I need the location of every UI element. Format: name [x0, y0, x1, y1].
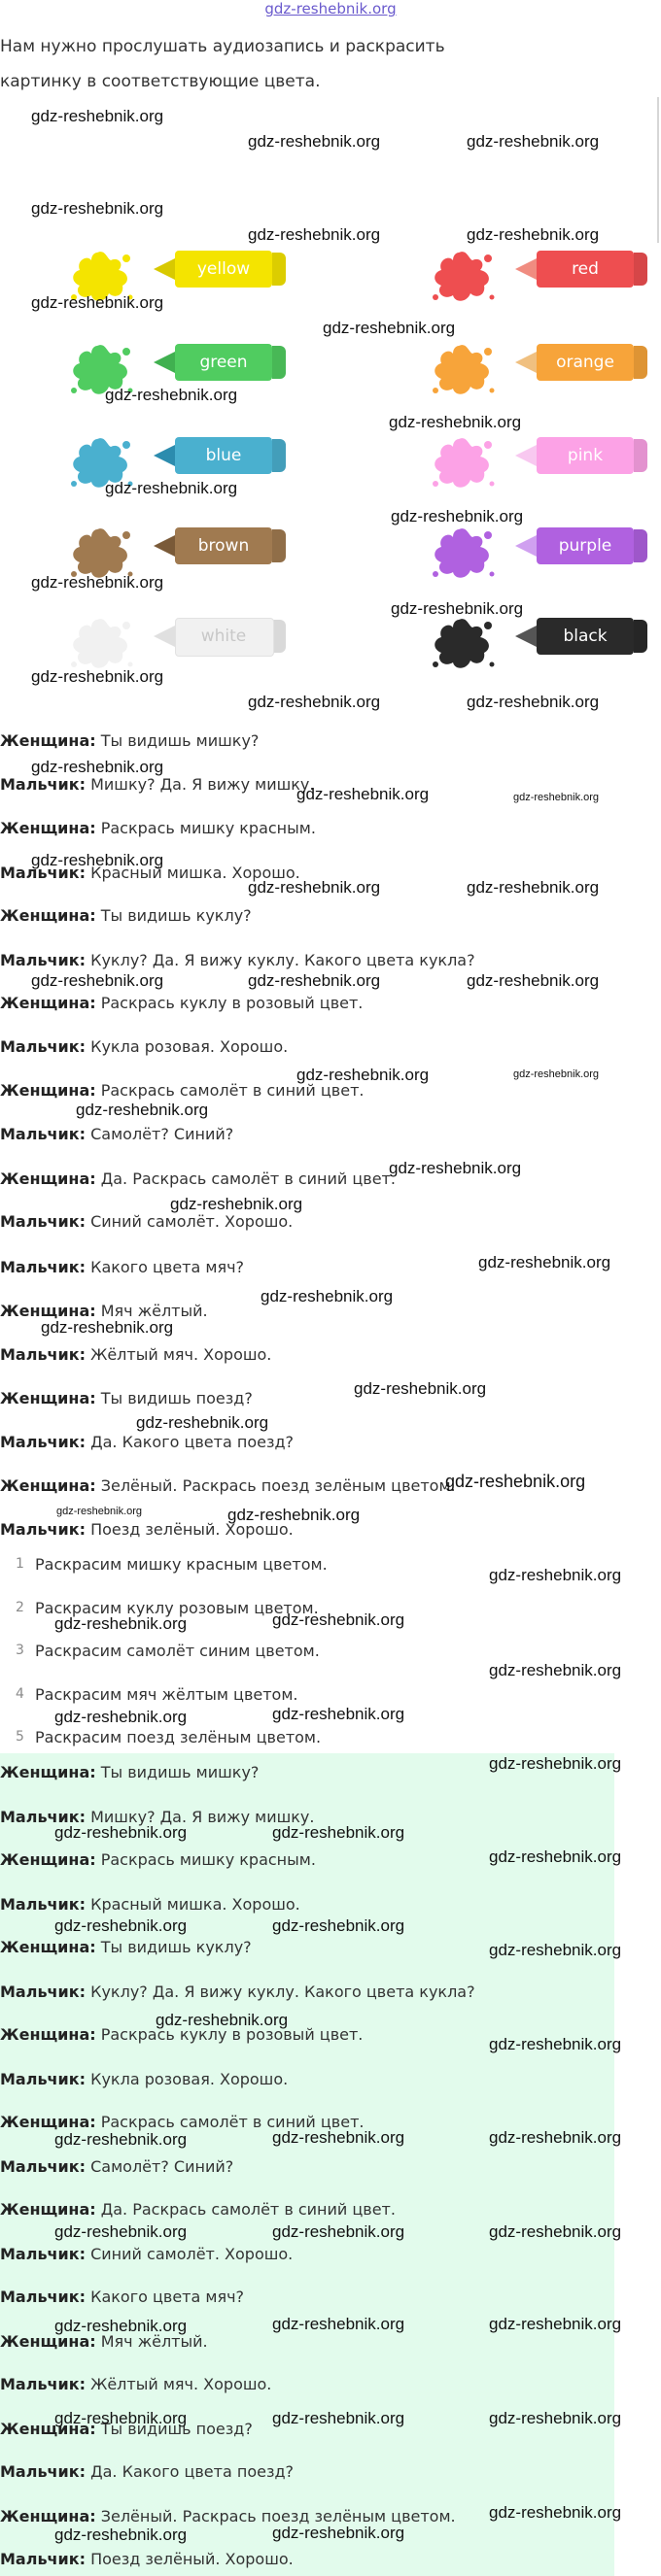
- marker-pink: [515, 437, 661, 476]
- task-item: Раскрасим самолёт синим цветом.: [35, 1642, 320, 1660]
- dialogue-text: Кукла розовая. Хорошо.: [86, 2070, 289, 2088]
- speaker-label: Мальчик:: [0, 2462, 87, 2481]
- dialogue-text: Зелёный. Раскрась поезд зелёным цветом.: [95, 1476, 456, 1495]
- dialogue-text: Зелёный. Раскрась поезд зелёным цветом.: [95, 2507, 456, 2525]
- task-number: 4: [16, 1686, 24, 1702]
- speaker-label: Женщина:: [0, 2025, 96, 2044]
- dialogue-text: Синий самолёт. Хорошо.: [86, 1212, 294, 1231]
- paint-splash-icon: [430, 340, 498, 404]
- scrollbar-track[interactable]: [657, 97, 659, 243]
- watermark: gdz-reshebnik.org: [272, 1705, 405, 1723]
- dialogue-text: Самолёт? Синий?: [86, 1125, 234, 1143]
- marker-tip: [154, 258, 175, 280]
- watermark: gdz-reshebnik.org: [248, 225, 381, 244]
- watermark: gdz-reshebnik.org: [41, 1318, 174, 1337]
- dialogue-line: [0, 1258, 244, 1276]
- dialogue-line: [0, 1345, 271, 1364]
- watermark: gdz-reshebnik.org: [489, 2409, 622, 2427]
- watermark: gdz-reshebnik.org: [354, 1379, 487, 1398]
- dialogue-text: Раскрась мишку красным.: [95, 819, 316, 837]
- speaker-label: Женщина:: [0, 1938, 96, 1956]
- dialogue-line: [0, 2245, 293, 2263]
- dialogue-line: [0, 1938, 252, 1956]
- dialogue-text: Мяч жёлтый.: [95, 1302, 208, 1320]
- speaker-label: Женщина:: [0, 731, 96, 750]
- marker-cap: [272, 346, 286, 379]
- watermark: gdz-reshebnik.org: [296, 785, 430, 803]
- watermark: gdz-reshebnik.org: [389, 413, 522, 431]
- watermark: gdz-reshebnik.org: [248, 132, 381, 151]
- dialogue-line: [0, 2288, 244, 2306]
- watermark: gdz-reshebnik.org: [272, 2409, 405, 2427]
- dialogue-text: Ты видишь куклу?: [95, 906, 252, 925]
- dialogue-line: [0, 2375, 271, 2393]
- marker-tip: [515, 445, 537, 466]
- watermark: gdz-reshebnik.org: [31, 667, 164, 686]
- dialogue-line: [0, 1433, 294, 1451]
- watermark: gdz-reshebnik.org: [489, 1566, 622, 1584]
- dialogue-line: [0, 2070, 288, 2088]
- dialogue-text: Ты видишь поезд?: [95, 1389, 253, 1407]
- marker-label: pink: [567, 446, 604, 465]
- dialogue-line: [0, 1125, 233, 1143]
- watermark: gdz-reshebnik.org: [54, 1614, 188, 1633]
- watermark: gdz-reshebnik.org: [31, 107, 164, 125]
- speaker-label: Мальчик:: [0, 2375, 87, 2393]
- speaker-label: Женщина:: [0, 2420, 96, 2438]
- watermark: gdz-reshebnik.org: [489, 2035, 622, 2053]
- dialogue-text: Красный мишка. Хорошо.: [86, 864, 300, 882]
- speaker-label: Мальчик:: [0, 2288, 87, 2306]
- speaker-label: Мальчик:: [0, 1808, 87, 1826]
- watermark: gdz-reshebnik.org: [31, 971, 164, 990]
- watermark: gdz-reshebnik.org: [54, 1708, 188, 1726]
- task-item: Раскрасим куклу розовым цветом.: [35, 1599, 319, 1617]
- marker-label: yellow: [196, 259, 251, 279]
- speaker-label: Мальчик:: [0, 1037, 87, 1056]
- speaker-label: Мальчик:: [0, 1125, 87, 1143]
- watermark: gdz-reshebnik.org: [54, 2525, 188, 2544]
- watermark: gdz-reshebnik.org: [31, 851, 164, 869]
- watermark: gdz-reshebnik.org: [467, 693, 600, 711]
- paint-splash-icon: [430, 524, 498, 588]
- watermark: gdz-reshebnik.org: [272, 2128, 405, 2147]
- dialogue-text: Раскрась самолёт в синий цвет.: [95, 2113, 365, 2131]
- speaker-label: Женщина:: [0, 1389, 96, 1407]
- watermark: gdz-reshebnik.org: [54, 1823, 188, 1842]
- task-intro: Нам нужно прослушать аудиозапись и раскрасить картинку в соответствующие цвета.: [0, 37, 445, 91]
- dialogue-text: Раскрась самолёт в синий цвет.: [95, 1081, 365, 1100]
- dialogue-line: [0, 1389, 253, 1407]
- watermark: gdz-reshebnik.org: [54, 2317, 188, 2335]
- speaker-label: Мальчик:: [0, 2245, 87, 2263]
- speaker-label: Мальчик:: [0, 2550, 87, 2568]
- watermark: gdz-reshebnik.org: [513, 792, 600, 803]
- dialogue-text: Куклу? Да. Я вижу куклу. Какого цвета кукла?: [86, 1983, 475, 2001]
- speaker-label: Мальчик:: [0, 2070, 87, 2088]
- watermark: gdz-reshebnik.org: [248, 971, 381, 990]
- watermark: gdz-reshebnik.org: [489, 2315, 622, 2333]
- watermark: gdz-reshebnik.org: [272, 2524, 405, 2542]
- marker-cap: [634, 346, 647, 379]
- task-number: 2: [16, 1600, 24, 1615]
- dialogue-line: [0, 906, 252, 925]
- dialogue-text: Поезд зелёный. Хорошо.: [86, 1520, 294, 1539]
- watermark: gdz-reshebnik.org: [261, 1287, 394, 1305]
- dialogue-line: [0, 775, 314, 794]
- watermark: gdz-reshebnik.org: [136, 1413, 269, 1432]
- speaker-label: Женщина:: [0, 994, 96, 1012]
- dialogue-text: Мишку? Да. Я вижу мишку.: [86, 775, 315, 794]
- marker-blue: [154, 437, 299, 476]
- marker-cap: [634, 253, 647, 286]
- speaker-label: Женщина:: [0, 819, 96, 837]
- dialogue-text: Да. Раскрась самолёт в синий цвет.: [95, 1169, 396, 1188]
- dialogue-text: Жёлтый мяч. Хорошо.: [86, 1345, 272, 1364]
- dialogue-line: [0, 819, 316, 837]
- speaker-label: Мальчик:: [0, 1983, 87, 2001]
- dialogue-text: Ты видишь куклу?: [95, 1938, 252, 1956]
- watermark: gdz-reshebnik.org: [445, 1472, 586, 1491]
- speaker-label: Мальчик:: [0, 1433, 87, 1451]
- dialogue-text: Ты видишь мишку?: [95, 731, 260, 750]
- watermark: gdz-reshebnik.org: [227, 1506, 361, 1524]
- watermark: gdz-reshebnik.org: [272, 1610, 405, 1629]
- dialogue-text: Ты видишь поезд?: [95, 2420, 253, 2438]
- task-item: Раскрасим мишку красным цветом.: [35, 1555, 328, 1574]
- speaker-label: Женщина:: [0, 1763, 96, 1781]
- watermark: gdz-reshebnik.org: [54, 2130, 188, 2149]
- marker-cap: [272, 253, 286, 286]
- watermark: gdz-reshebnik.org: [489, 1847, 622, 1866]
- dialogue-line: [0, 1983, 475, 2001]
- marker-cap: [634, 439, 647, 472]
- dialogue-text: Раскрась куклу в розовый цвет.: [95, 2025, 364, 2044]
- dialogue-line: [0, 2157, 233, 2176]
- marker-label: orange: [556, 353, 614, 372]
- watermark: gdz-reshebnik.org: [467, 225, 600, 244]
- dialogue-line: [0, 1037, 288, 1056]
- watermark: gdz-reshebnik.org: [170, 1195, 303, 1213]
- watermark: gdz-reshebnik.org: [31, 573, 164, 592]
- speaker-label: Женщина:: [0, 906, 96, 925]
- speaker-label: Женщина:: [0, 2332, 96, 2351]
- marker-cap: [272, 620, 286, 653]
- speaker-label: Женщина:: [0, 2507, 96, 2525]
- marker-cap: [634, 529, 647, 562]
- speaker-label: Мальчик:: [0, 775, 87, 794]
- watermark: gdz-reshebnik.org: [31, 293, 164, 312]
- watermark: gdz-reshebnik.org: [272, 2222, 405, 2241]
- watermark: gdz-reshebnik.org: [56, 1506, 143, 1517]
- marker-brown: [154, 527, 299, 566]
- dialogue-text: Раскрась мишку красным.: [95, 1850, 316, 1869]
- watermark: gdz-reshebnik.org: [31, 758, 164, 776]
- watermark: gdz-reshebnik.org: [489, 1661, 622, 1679]
- dialogue-line: [0, 1895, 300, 1914]
- task-number: 1: [16, 1556, 24, 1572]
- speaker-label: Женщина:: [0, 1850, 96, 1869]
- dialogue-text: Куклу? Да. Я вижу куклу. Какого цвета кукла?: [86, 951, 475, 969]
- marker-label: blue: [205, 446, 242, 465]
- dialogue-line: [0, 1763, 259, 1781]
- dialogue-text: Мяч жёлтый.: [95, 2332, 208, 2351]
- task-item: Раскрасим мяч жёлтым цветом.: [35, 1685, 298, 1704]
- dialogue-line: [0, 1850, 316, 1869]
- paint-splash-icon: [430, 614, 498, 678]
- marker-tip: [515, 626, 537, 647]
- dialogue-text: Какого цвета мяч?: [86, 1258, 245, 1276]
- watermark: gdz-reshebnik.org: [272, 1916, 405, 1935]
- marker-label: white: [200, 627, 247, 646]
- dialogue-line: [0, 951, 475, 969]
- watermark: gdz-reshebnik.org: [54, 2409, 188, 2427]
- dialogue-line: [0, 2200, 396, 2219]
- marker-yellow: [154, 251, 299, 289]
- marker-tip: [154, 535, 175, 557]
- marker-orange: [515, 344, 661, 383]
- dialogue-line: [0, 994, 363, 1012]
- dialogue-text: Мишку? Да. Я вижу мишку.: [86, 1808, 315, 1826]
- dialogue-text: Красный мишка. Хорошо.: [86, 1895, 300, 1914]
- watermark: gdz-reshebnik.org: [54, 1916, 188, 1935]
- watermark: gdz-reshebnik.org: [76, 1101, 209, 1119]
- watermark: gdz-reshebnik.org: [489, 1754, 622, 1773]
- watermark: gdz-reshebnik.org: [54, 2222, 188, 2241]
- task-number: 3: [16, 1643, 24, 1658]
- watermark: gdz-reshebnik.org: [105, 479, 238, 497]
- marker-cap: [272, 529, 286, 562]
- dialogue-text: Кукла розовая. Хорошо.: [86, 1037, 289, 1056]
- dialogue-text: Да. Какого цвета поезд?: [86, 1433, 295, 1451]
- marker-cap: [634, 620, 647, 653]
- watermark: gdz-reshebnik.org: [248, 878, 381, 897]
- marker-white: [154, 618, 299, 657]
- speaker-label: Женщина:: [0, 1081, 96, 1100]
- marker-label: black: [563, 627, 608, 646]
- dialogue-text: Жёлтый мяч. Хорошо.: [86, 2375, 272, 2393]
- watermark: gdz-reshebnik.org: [489, 2503, 622, 2522]
- watermark: gdz-reshebnik.org: [389, 1159, 522, 1177]
- dialogue-text: Да. Раскрась самолёт в синий цвет.: [95, 2200, 396, 2219]
- watermark: gdz-reshebnik.org: [478, 1253, 611, 1271]
- task-item: Раскрасим поезд зелёным цветом.: [35, 1728, 322, 1746]
- marker-label: red: [572, 259, 599, 279]
- speaker-label: Мальчик:: [0, 1520, 87, 1539]
- dialogue-text: Какого цвета мяч?: [86, 2288, 245, 2306]
- watermark: gdz-reshebnik.org: [467, 971, 600, 990]
- speaker-label: Женщина:: [0, 1302, 96, 1320]
- marker-green: [154, 344, 299, 383]
- watermark: gdz-reshebnik.org: [156, 2011, 289, 2029]
- marker-black: [515, 618, 661, 657]
- dialogue-text: Самолёт? Синий?: [86, 2157, 234, 2176]
- task-number: 5: [16, 1729, 24, 1745]
- watermark: gdz-reshebnik.org: [272, 1823, 405, 1842]
- speaker-label: Мальчик:: [0, 2157, 87, 2176]
- marker-tip: [515, 258, 537, 280]
- watermark: gdz-reshebnik.org: [513, 1068, 600, 1080]
- marker-tip: [515, 352, 537, 373]
- speaker-label: Женщина:: [0, 1476, 96, 1495]
- dialogue-text: Ты видишь мишку?: [95, 1763, 260, 1781]
- dialogue-text: Синий самолёт. Хорошо.: [86, 2245, 294, 2263]
- dialogue-line: [0, 1212, 293, 1231]
- speaker-label: Мальчик:: [0, 1258, 87, 1276]
- dialogue-line: [0, 1476, 456, 1495]
- dialogue-line: [0, 2462, 294, 2481]
- marker-label: purple: [558, 536, 612, 556]
- marker-cap: [272, 439, 286, 472]
- watermark: gdz-reshebnik.org: [323, 319, 456, 337]
- marker-label: brown: [197, 536, 250, 556]
- watermark: gdz-reshebnik.org: [248, 693, 381, 711]
- marker-tip: [154, 626, 175, 647]
- speaker-label: Женщина:: [0, 2200, 96, 2219]
- dialogue-text: Раскрась куклу в розовый цвет.: [95, 994, 364, 1012]
- watermark: gdz-reshebnik.org: [391, 599, 524, 618]
- speaker-label: Мальчик:: [0, 951, 87, 969]
- dialogue-line: [0, 731, 259, 750]
- watermark: gdz-reshebnik.org: [467, 132, 600, 151]
- speaker-label: Мальчик:: [0, 1895, 87, 1914]
- dialogue-text: Поезд зелёный. Хорошо.: [86, 2550, 294, 2568]
- site-link[interactable]: gdz-reshebnik.org: [264, 0, 397, 17]
- watermark: gdz-reshebnik.org: [105, 386, 238, 404]
- speaker-label: Мальчик:: [0, 1345, 87, 1364]
- speaker-label: Мальчик:: [0, 864, 87, 882]
- dialogue-line: [0, 2550, 294, 2568]
- watermark: gdz-reshebnik.org: [391, 507, 524, 525]
- marker-tip: [515, 535, 537, 557]
- dialogue-text: Да. Какого цвета поезд?: [86, 2462, 295, 2481]
- watermark: gdz-reshebnik.org: [296, 1066, 430, 1084]
- speaker-label: Женщина:: [0, 1169, 96, 1188]
- watermark: gdz-reshebnik.org: [272, 2315, 405, 2333]
- paint-splash-icon: [430, 247, 498, 311]
- watermark: gdz-reshebnik.org: [489, 1941, 622, 1959]
- paint-splash-icon: [430, 433, 498, 497]
- speaker-label: Мальчик:: [0, 1212, 87, 1231]
- dialogue-line: [0, 1169, 396, 1188]
- watermark: gdz-reshebnik.org: [31, 199, 164, 218]
- marker-red: [515, 251, 661, 289]
- watermark: gdz-reshebnik.org: [489, 2128, 622, 2147]
- marker-purple: [515, 527, 661, 566]
- marker-label: green: [199, 353, 248, 372]
- marker-tip: [154, 445, 175, 466]
- watermark: gdz-reshebnik.org: [489, 2222, 622, 2241]
- watermark: gdz-reshebnik.org: [467, 878, 600, 897]
- marker-tip: [154, 352, 175, 373]
- speaker-label: Женщина:: [0, 2113, 96, 2131]
